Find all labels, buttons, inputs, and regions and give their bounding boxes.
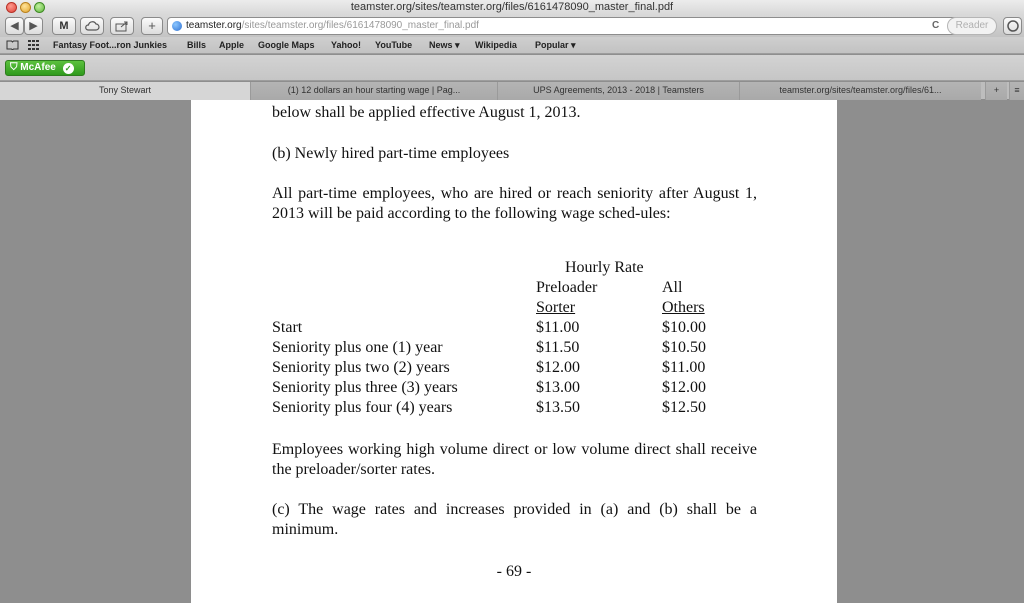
others-rate: $12.50 bbox=[662, 399, 706, 416]
forward-button[interactable] bbox=[24, 17, 43, 35]
preloader-rate: $11.00 bbox=[536, 319, 580, 336]
column-header: Others bbox=[662, 299, 705, 316]
back-button[interactable] bbox=[5, 17, 24, 35]
reader-button[interactable]: Reader bbox=[947, 17, 997, 35]
bookmark-item[interactable]: Popular ▾ bbox=[535, 40, 576, 50]
row-label: Start bbox=[272, 319, 303, 336]
tab-label: (1) 12 dollars an hour starting wage | Pag... bbox=[287, 85, 461, 95]
tab-teamster-pdf[interactable] bbox=[739, 82, 981, 100]
tab-wage[interactable] bbox=[250, 82, 497, 100]
tabs-icon: ≡ bbox=[1014, 85, 1020, 95]
bookmark-item[interactable]: News ▾ bbox=[429, 40, 460, 50]
preloader-rate: $12.00 bbox=[536, 359, 580, 376]
book-icon[interactable] bbox=[6, 40, 19, 52]
new-tab-button[interactable] bbox=[141, 17, 163, 35]
new-tab-plus-button[interactable] bbox=[985, 82, 1007, 100]
tab-label: Tony Stewart bbox=[98, 85, 152, 95]
bookmarks-bar bbox=[0, 37, 1024, 54]
table-row bbox=[272, 338, 732, 358]
bookmark-item[interactable]: Wikipedia bbox=[475, 40, 517, 50]
preloader-rate: $13.50 bbox=[536, 399, 580, 416]
m-extension-button[interactable] bbox=[52, 17, 76, 35]
plus-icon: + bbox=[148, 18, 156, 33]
share-icon bbox=[115, 20, 129, 32]
share-button[interactable] bbox=[110, 17, 134, 35]
url-path: /sites/teamster.org/files/6161478090_master_final.pdf bbox=[241, 20, 479, 31]
row-label: Seniority plus four (4) years bbox=[272, 399, 453, 416]
table-row bbox=[272, 398, 732, 418]
others-rate: $11.00 bbox=[662, 359, 706, 376]
downloads-button[interactable] bbox=[1003, 17, 1022, 35]
mcafee-shield-icon: ⛉ bbox=[10, 62, 18, 73]
bookmark-item[interactable]: Apple bbox=[219, 40, 245, 50]
bookmark-item[interactable]: Fantasy Foot...ron Junkies bbox=[53, 40, 168, 50]
paragraph: Employees working high volume direct or low volume direct shall receive the preloader/sorter rates. bbox=[272, 441, 757, 478]
row-label: Seniority plus three (3) years bbox=[272, 379, 458, 396]
url-host: teamster.org bbox=[186, 20, 242, 31]
forward-arrow-icon: ▶ bbox=[29, 20, 38, 32]
extension-bar bbox=[0, 55, 1024, 81]
section-heading: (b) Newly hired part-time employees bbox=[272, 145, 510, 162]
window-title: teamster.org/sites/teamster.org/files/6161478090_master_final.pdf bbox=[350, 1, 674, 13]
zoom-window-button[interactable] bbox=[34, 2, 45, 13]
column-header: Preloader bbox=[536, 279, 598, 296]
tab-bar bbox=[0, 82, 1024, 100]
plus-icon: + bbox=[993, 85, 1000, 95]
row-label: Seniority plus one (1) year bbox=[272, 339, 443, 356]
text-line: below shall be applied effective August 1, 2013. bbox=[272, 104, 581, 121]
close-window-button[interactable] bbox=[6, 2, 17, 13]
download-icon bbox=[1007, 20, 1019, 32]
bookmark-item[interactable]: Yahoo! bbox=[331, 40, 362, 50]
tab-tony-stewart[interactable] bbox=[0, 82, 250, 100]
table-title: Hourly Rate bbox=[565, 259, 644, 276]
bookmark-item[interactable]: Bills bbox=[187, 40, 207, 50]
reload-icon[interactable]: C bbox=[932, 20, 940, 31]
browser-toolbar bbox=[0, 15, 1024, 37]
preloader-rate: $11.50 bbox=[536, 339, 580, 356]
table-row bbox=[272, 318, 732, 338]
address-bar[interactable] bbox=[167, 17, 975, 35]
table-row bbox=[272, 358, 732, 378]
globe-icon bbox=[172, 21, 182, 31]
paragraph: (c) The wage rates and increases provided in (a) and (b) shall be a minimum. bbox=[272, 501, 757, 538]
tab-overview-button[interactable] bbox=[1009, 82, 1024, 100]
row-label: Seniority plus two (2) years bbox=[272, 359, 450, 376]
pdf-page bbox=[191, 100, 837, 603]
others-rate: $10.00 bbox=[662, 319, 706, 336]
tab-ups-agreements[interactable] bbox=[497, 82, 739, 100]
others-rate: $10.50 bbox=[662, 339, 706, 356]
icloud-button[interactable] bbox=[80, 17, 104, 35]
back-arrow-icon: ◀ bbox=[10, 20, 19, 32]
mcafee-button[interactable] bbox=[5, 60, 85, 76]
table-row bbox=[272, 378, 732, 398]
page-number: - 69 - bbox=[496, 563, 532, 580]
grid-icon[interactable] bbox=[28, 40, 40, 52]
column-header: Sorter bbox=[536, 299, 576, 316]
preloader-rate: $13.00 bbox=[536, 379, 580, 396]
minimize-window-button[interactable] bbox=[20, 2, 31, 13]
column-header: All bbox=[662, 279, 683, 296]
tab-label: UPS Agreements, 2013 - 2018 | Teamsters bbox=[533, 85, 704, 95]
check-icon: ✓ bbox=[63, 63, 74, 74]
others-rate: $12.00 bbox=[662, 379, 706, 396]
cloud-icon bbox=[84, 20, 100, 32]
paragraph: All part-time employees, who are hired or reach seniority after August 1, 2013 will be paid according to the following wage sched-ules: bbox=[272, 185, 757, 222]
bookmark-item[interactable]: Google Maps bbox=[258, 40, 315, 50]
window-title-bar bbox=[0, 0, 1024, 15]
bookmark-item[interactable]: YouTube bbox=[375, 40, 413, 50]
tab-label: teamster.org/sites/teamster.org/files/61... bbox=[779, 85, 942, 95]
m-icon: M bbox=[59, 20, 69, 32]
mcafee-label: McAfee bbox=[20, 62, 56, 73]
